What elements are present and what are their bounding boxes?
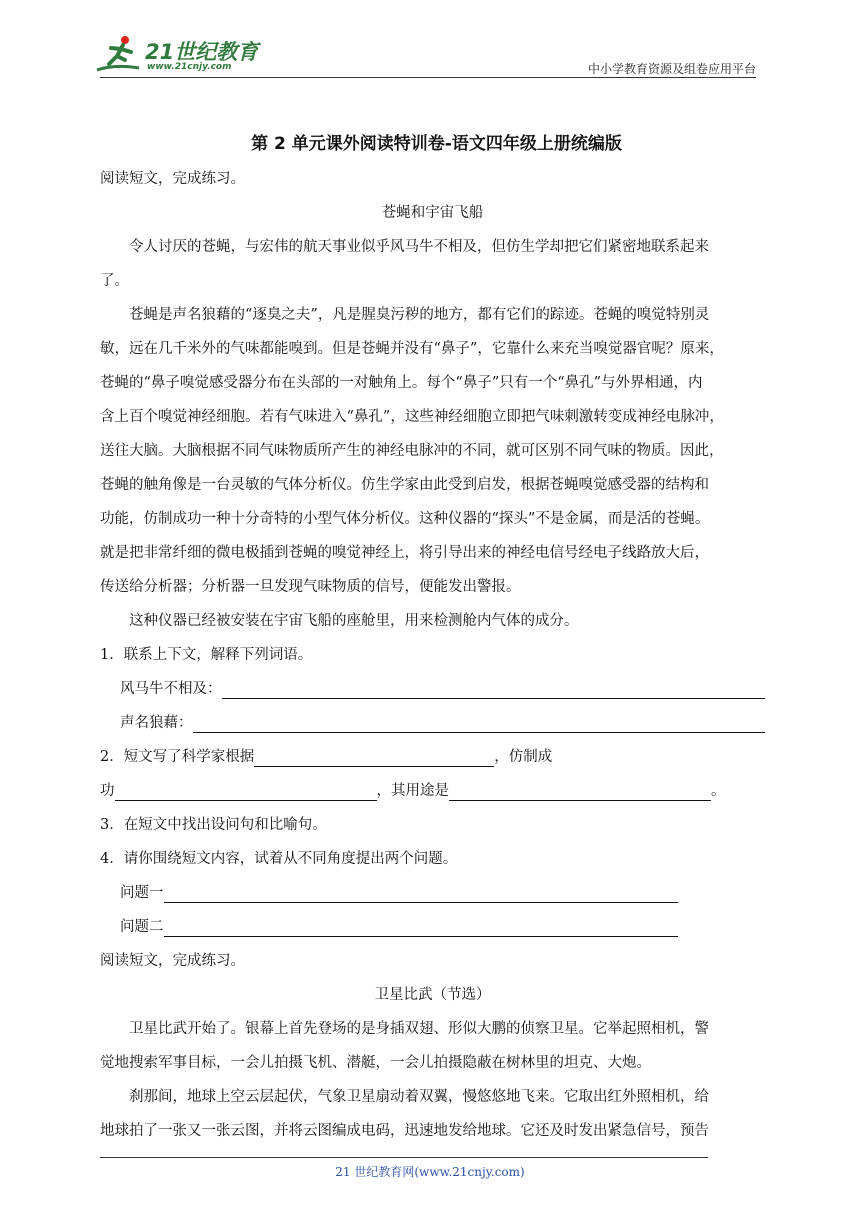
passage2-title: 卫星比武（节选） (374, 987, 491, 1003)
passage2-para1-line: 卫星比武开始了。银幕上首先登场的是身插双翅、形似大鹏的侦察卫星。它举起照相机，警 (129, 1021, 709, 1037)
footer-divider (100, 1157, 708, 1158)
logo (95, 34, 265, 78)
question-2-text: 2．短文写了科学家根据 (100, 749, 255, 765)
question-3: 3．在短文中找出设问句和比喻句。 (100, 817, 327, 833)
question-2-text: ，仿制成 (494, 749, 553, 765)
page-header (0, 0, 860, 80)
passage1-para2-line: 敏，远在几千米外的气味都能嗅到。但是苍蝇并没有“鼻子”，它靠什么来充当嗅觉器官呢？原来， (100, 341, 724, 357)
q4-answer-row-b (100, 910, 765, 944)
page-title: 第 2 单元课外阅读特训卷-语文四年级上册统编版 (251, 134, 622, 154)
q1-answer-row-b (100, 706, 765, 740)
q4-answer-row-a (100, 876, 765, 910)
passage1-para1-line1: 令人讨厌的苍蝇，与宏伟的航天事业似乎风马牛不相及，但仿生学却把它们紧密地联系起来 (129, 239, 709, 255)
passage1-para2-line: 苍蝇的触角像是一台灵敏的气体分析仪。仿生学家由此受到启发，根据苍蝇嗅觉感受器的结构和 (100, 477, 709, 493)
q4-label: 问题二 (120, 919, 164, 935)
q1-term-label: 声名狼藉： (120, 715, 193, 731)
question-2-text: 。 (711, 783, 726, 799)
answer-blank[interactable] (164, 912, 678, 937)
passage1-para2-line: 含上百个嗅觉神经细胞。若有气味进入“鼻孔”，这些神经细胞立即把气味刺激转变成神经电脉冲， (100, 409, 724, 425)
question-2-text: 功 (100, 783, 115, 799)
q1-term-label: 风马牛不相及： (120, 681, 222, 697)
answer-blank[interactable] (254, 742, 494, 767)
passage2-para2-line: 地球拍了一张又一张云图，并将云图编成电码，迅速地发给地球。它还及时发出紧急信号，预告 (100, 1123, 709, 1139)
passage1-para2-line: 苍蝇是声名狼藉的“逐臭之夫”，凡是腥臭污秽的地方，都有它们的踪迹。苍蝇的嗅觉特别灵 (129, 307, 710, 323)
q1-answer-row-a (100, 672, 765, 706)
passage1-title: 苍蝇和宇宙飞船 (381, 205, 484, 221)
answer-blank[interactable] (449, 776, 711, 801)
passage1-para2-line: 功能，仿制成功一种十分奇特的小型气体分析仪。这种仪器的“探头”不是金属，而是活的苍蝇。 (100, 511, 710, 527)
answer-blank[interactable] (164, 878, 678, 903)
section2-instruction: 阅读短文，完成练习。 (100, 953, 245, 969)
passage1-para2-line: 就是把非常纤细的微电极插到苍蝇的嗅觉神经上，将引导出来的神经电信号经电子线路放大后， (100, 545, 709, 561)
question-4: 4．请你围绕短文内容，试着从不同角度提出两个问题。 (100, 851, 458, 867)
logo-text: 21世纪教育 (145, 40, 259, 64)
passage1-para2-line: 苍蝇的“鼻子嗅觉感受器分布在头部的一对触角上。每个“鼻子”只有一个“鼻孔”与外界相通，内 (100, 375, 703, 391)
logo-url: www.21cnjy.com (147, 62, 232, 72)
header-platform-text: 中小学教育资源及组卷应用平台 (587, 62, 756, 76)
passage2-para1-line: 觉地搜索军事目标，一会儿拍摄飞机、潜艇，一会儿拍摄隐蔽在树林里的坦克、大炮。 (100, 1055, 651, 1071)
passage1-para1-line2: 了。 (100, 273, 129, 289)
question-1: 1．联系上下文，解释下列词语。 (100, 647, 313, 663)
document-body (100, 126, 765, 1148)
q4-label: 问题一 (120, 885, 164, 901)
passage2-para2-line: 刹那间，地球上空云层起伏，气象卫星扇动着双翼，慢悠悠地飞来。它取出红外照相机，给 (129, 1089, 709, 1105)
passage1-para3: 这种仪器已经被安装在宇宙飞船的座舱里，用来检测舱内气体的成分。 (129, 613, 579, 629)
answer-blank[interactable] (222, 674, 766, 699)
section1-instruction: 阅读短文，完成练习。 (100, 171, 245, 187)
runner-logo-icon (95, 34, 145, 78)
question-2-row1 (100, 740, 765, 774)
question-2-text: ，其用途是 (376, 783, 449, 799)
answer-blank[interactable] (193, 708, 766, 733)
question-2-row2 (100, 774, 765, 808)
passage1-para2-line: 送往大脑。大脑根据不同气味物质所产生的神经电脉冲的不同，就可区别不同气味的物质。因此， (100, 443, 724, 459)
answer-blank[interactable] (115, 776, 377, 801)
passage1-para2-line: 传送给分析器；分析器一旦发现气味物质的信号，便能发出警报。 (100, 579, 521, 595)
footer-text: 21 世纪教育网(www.21cnjy.com) (335, 1165, 525, 1179)
header-divider (100, 77, 756, 78)
